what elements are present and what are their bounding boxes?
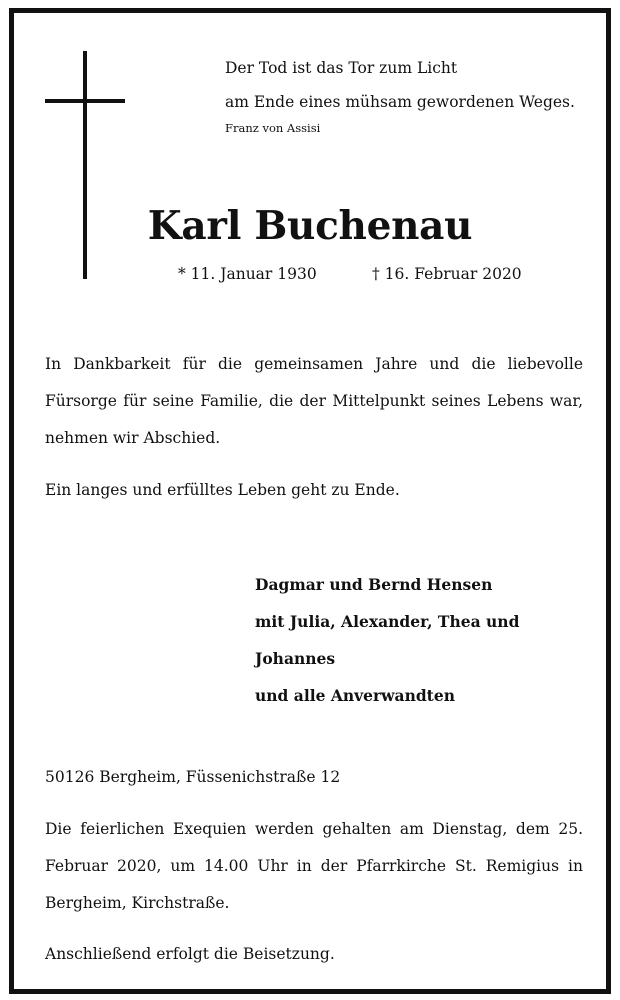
life-ended-paragraph: Ein langes und erfülltes Leben geht zu Ende. (45, 481, 400, 499)
death-date: † 16. Februar 2020 (372, 265, 522, 283)
mourners-line-2: mit Julia, Alexander, Thea und (255, 612, 520, 631)
mourners-list (255, 566, 519, 714)
service-paragraph: Die feierlichen Exequien werden gehalten am Dienstag, dem 25. Februar 2020, um 14.00 Uhr in der Pfarrkirche St. Remigius in Bergheim, Kirchstraße. (45, 820, 583, 912)
cross-icon-bar (45, 99, 125, 103)
birth-date: * 11. Januar 1930 (178, 265, 317, 283)
mourners-line-3: Johannes (255, 649, 336, 668)
address: 50126 Bergheim, Füssenichstraße 12 (45, 768, 341, 786)
quote-author: Franz von Assisi (225, 121, 321, 135)
mourners-line-4: und alle Anverwandten (255, 686, 455, 705)
deceased-name: Karl Buchenau (147, 203, 473, 249)
notice-frame (9, 8, 611, 994)
mourners-line-1: Dagmar und Bernd Hensen (255, 575, 493, 594)
burial-paragraph: Anschließend erfolgt die Beisetzung. (45, 945, 335, 963)
gratitude-paragraph: In Dankbarkeit für die gemeinsamen Jahre und die liebevolle Fürsorge für seine Familie, die der Mittelpunkt seines Lebens war, nehmen wir Abschied. (45, 355, 583, 447)
quote-line-1: Der Tod ist das Tor zum Licht (225, 59, 458, 77)
quote-line-2: am Ende eines mühsam gewordenen Weges. (225, 93, 575, 111)
quote (225, 51, 575, 119)
